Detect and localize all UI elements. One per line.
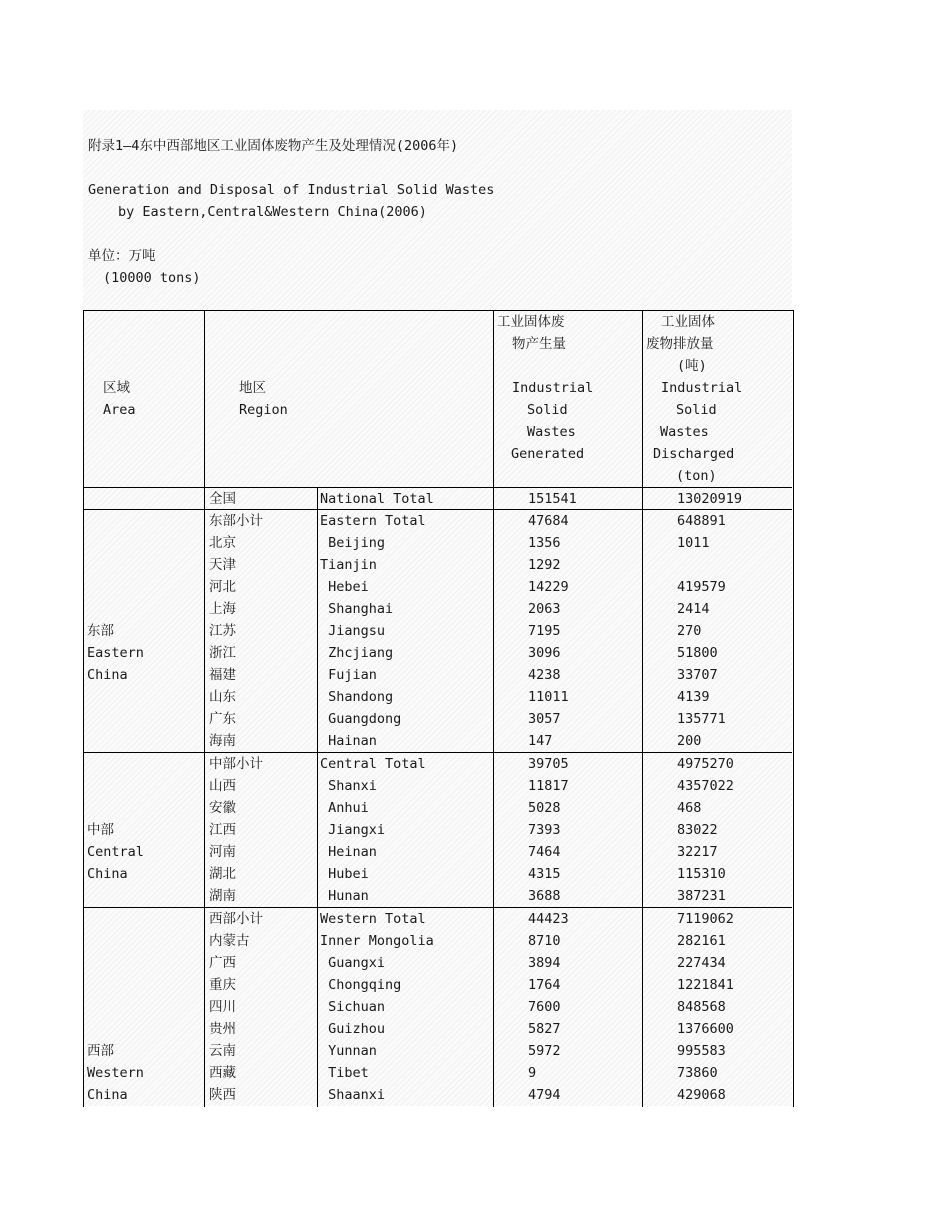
generated-value: 1764	[528, 977, 561, 993]
area-label-en: Western	[87, 1065, 144, 1081]
generated-value: 7600	[528, 999, 561, 1015]
region-cn: 广西	[209, 955, 236, 971]
region-cn: 东部小计	[209, 513, 263, 529]
generated-value: 3096	[528, 645, 561, 661]
region-en: Guizhou	[320, 1021, 386, 1037]
region-en: Jiangsu	[320, 623, 386, 639]
region-en: Hainan	[320, 733, 377, 749]
region-en: Hunan	[320, 888, 369, 904]
area-label-cn: 西部	[87, 1043, 114, 1059]
discharged-value: 32217	[677, 844, 718, 860]
generated-value: 7393	[528, 822, 561, 838]
column-divider	[642, 311, 643, 1107]
generated-value: 8710	[528, 933, 561, 949]
unit-label-cn: 单位：万吨	[88, 248, 156, 264]
region-en: Inner Mongolia	[320, 933, 434, 949]
header-generated-cn: 物产生量	[512, 336, 566, 352]
region-cn: 西部小计	[209, 911, 263, 927]
region-en: Sichuan	[320, 999, 386, 1015]
national-region-en: National Total	[320, 491, 434, 507]
area-label-cn: 东部	[87, 623, 114, 639]
region-cn: 江西	[209, 822, 236, 838]
discharged-value: 648891	[677, 513, 726, 529]
region-en: Shandong	[320, 689, 394, 705]
region-cn: 北京	[209, 535, 236, 551]
region-en: Chongqing	[320, 977, 402, 993]
discharged-value: 1011	[677, 535, 710, 551]
generated-value: 44423	[528, 911, 569, 927]
generated-value: 1356	[528, 535, 561, 551]
header-discharged-cn: 废物排放量	[646, 336, 714, 352]
discharged-value: 4357022	[677, 778, 734, 794]
discharged-value: 387231	[677, 888, 726, 904]
generated-value: 14229	[528, 579, 569, 595]
region-en: Shanxi	[320, 778, 377, 794]
discharged-value: 7119062	[677, 911, 734, 927]
generated-value: 4794	[528, 1087, 561, 1103]
discharged-value: 2414	[677, 601, 710, 617]
region-en: Tianjin	[320, 557, 377, 573]
discharged-value: 1376600	[677, 1021, 734, 1037]
generated-value: 4238	[528, 667, 561, 683]
generated-value: 11011	[528, 689, 569, 705]
header-discharged-en: Solid	[676, 402, 717, 418]
region-cn: 中部小计	[209, 756, 263, 772]
discharged-value: 848568	[677, 999, 726, 1015]
generated-value: 2063	[528, 601, 561, 617]
region-cn: 广东	[209, 711, 236, 727]
region-cn: 浙江	[209, 645, 236, 661]
discharged-value: 227434	[677, 955, 726, 971]
discharged-value: 83022	[677, 822, 718, 838]
generated-value: 7464	[528, 844, 561, 860]
area-label-cn: 中部	[87, 822, 114, 838]
header-area-en: Area	[103, 402, 136, 418]
discharged-value: 51800	[677, 645, 718, 661]
discharged-value: 135771	[677, 711, 726, 727]
discharged-value: 468	[677, 800, 702, 816]
region-en: Fujian	[320, 667, 377, 683]
region-cn: 云南	[209, 1043, 236, 1059]
header-generated-en: Industrial	[512, 380, 594, 396]
header-area-cn: 区域	[103, 380, 130, 396]
area-label-en: China	[87, 1087, 128, 1103]
column-divider	[204, 311, 205, 1107]
region-cn: 内蒙古	[209, 933, 250, 949]
region-cn: 重庆	[209, 977, 236, 993]
header-generated-en: Wastes	[527, 424, 576, 440]
header-region-cn: 地区	[239, 380, 266, 396]
discharged-value: 270	[677, 623, 702, 639]
header-discharged-cn: 工业固体	[661, 314, 715, 330]
region-en: Central Total	[320, 756, 426, 772]
region-en: Beijing	[320, 535, 386, 551]
national-discharged: 13020919	[677, 491, 743, 507]
area-label-en: China	[87, 866, 128, 882]
discharged-value: 73860	[677, 1065, 718, 1081]
page-title-en-line2: by Eastern,Central&Western China(2006)	[118, 204, 427, 220]
region-cn: 贵州	[209, 1021, 236, 1037]
discharged-value: 4975270	[677, 756, 734, 772]
page-title-cn: 附录1—4东中西部地区工业固体废物产生及处理情况(2006年)	[88, 138, 459, 154]
generated-value: 11817	[528, 778, 569, 794]
region-cn: 福建	[209, 667, 236, 683]
page-title-en-line1: Generation and Disposal of Industrial Solid Wastes	[88, 182, 495, 198]
header-discharged-en: (ton)	[676, 468, 717, 484]
data-table	[83, 310, 794, 1107]
area-label-en: Central	[87, 844, 144, 860]
column-divider	[317, 488, 318, 1107]
region-en: Western Total	[320, 911, 426, 927]
discharged-value: 200	[677, 733, 702, 749]
region-cn: 安徽	[209, 800, 236, 816]
region-en: Yunnan	[320, 1043, 377, 1059]
region-cn: 天津	[209, 557, 236, 573]
discharged-value: 995583	[677, 1043, 726, 1059]
discharged-value: 4139	[677, 689, 710, 705]
region-cn: 陕西	[209, 1087, 236, 1103]
region-en: Guangdong	[320, 711, 402, 727]
region-en: Eastern Total	[320, 513, 426, 529]
region-cn: 西藏	[209, 1065, 236, 1081]
discharged-value: 282161	[677, 933, 726, 949]
generated-value: 3057	[528, 711, 561, 727]
generated-value: 39705	[528, 756, 569, 772]
region-en: Zhcjiang	[320, 645, 394, 661]
region-en: Tibet	[320, 1065, 369, 1081]
national-region-cn: 全国	[209, 491, 236, 507]
region-cn: 湖南	[209, 888, 236, 904]
discharged-value: 429068	[677, 1087, 726, 1103]
region-cn: 海南	[209, 733, 236, 749]
region-cn: 上海	[209, 601, 236, 617]
header-discharged-en: Discharged	[653, 446, 735, 462]
generated-value: 5028	[528, 800, 561, 816]
generated-value: 4315	[528, 866, 561, 882]
header-discharged-cn: (吨)	[677, 358, 707, 374]
region-en: Jiangxi	[320, 822, 386, 838]
header-region-en: Region	[239, 402, 288, 418]
discharged-value: 115310	[677, 866, 726, 882]
generated-value: 3894	[528, 955, 561, 971]
generated-value: 5972	[528, 1043, 561, 1059]
generated-value: 5827	[528, 1021, 561, 1037]
region-cn: 河北	[209, 579, 236, 595]
header-generated-cn: 工业固体废	[497, 314, 565, 330]
discharged-value: 33707	[677, 667, 718, 683]
region-cn: 四川	[209, 999, 236, 1015]
region-cn: 山东	[209, 689, 236, 705]
region-en: Guangxi	[320, 955, 386, 971]
header-generated-en: Solid	[527, 402, 568, 418]
header-discharged-en: Wastes	[660, 424, 709, 440]
region-en: Shaanxi	[320, 1087, 386, 1103]
region-cn: 江苏	[209, 623, 236, 639]
generated-value: 47684	[528, 513, 569, 529]
unit-label-en: (10000 tons)	[103, 270, 201, 286]
generated-value: 3688	[528, 888, 561, 904]
generated-value: 9	[528, 1065, 537, 1081]
discharged-value: 1221841	[677, 977, 734, 993]
header-discharged-en: Industrial	[661, 380, 743, 396]
column-divider	[493, 311, 494, 1107]
region-en: Anhui	[320, 800, 369, 816]
header-generated-en: Generated	[511, 446, 585, 462]
region-en: Heinan	[320, 844, 377, 860]
area-label-en: Eastern	[87, 645, 144, 661]
generated-value: 7195	[528, 623, 561, 639]
discharged-value: 419579	[677, 579, 726, 595]
region-cn: 山西	[209, 778, 236, 794]
national-generated: 151541	[528, 491, 577, 507]
area-label-en: China	[87, 667, 128, 683]
generated-value: 1292	[528, 557, 561, 573]
region-en: Shanghai	[320, 601, 394, 617]
region-cn: 湖北	[209, 866, 236, 882]
region-cn: 河南	[209, 844, 236, 860]
region-en: Hebei	[320, 579, 369, 595]
region-en: Hubei	[320, 866, 369, 882]
generated-value: 147	[528, 733, 553, 749]
